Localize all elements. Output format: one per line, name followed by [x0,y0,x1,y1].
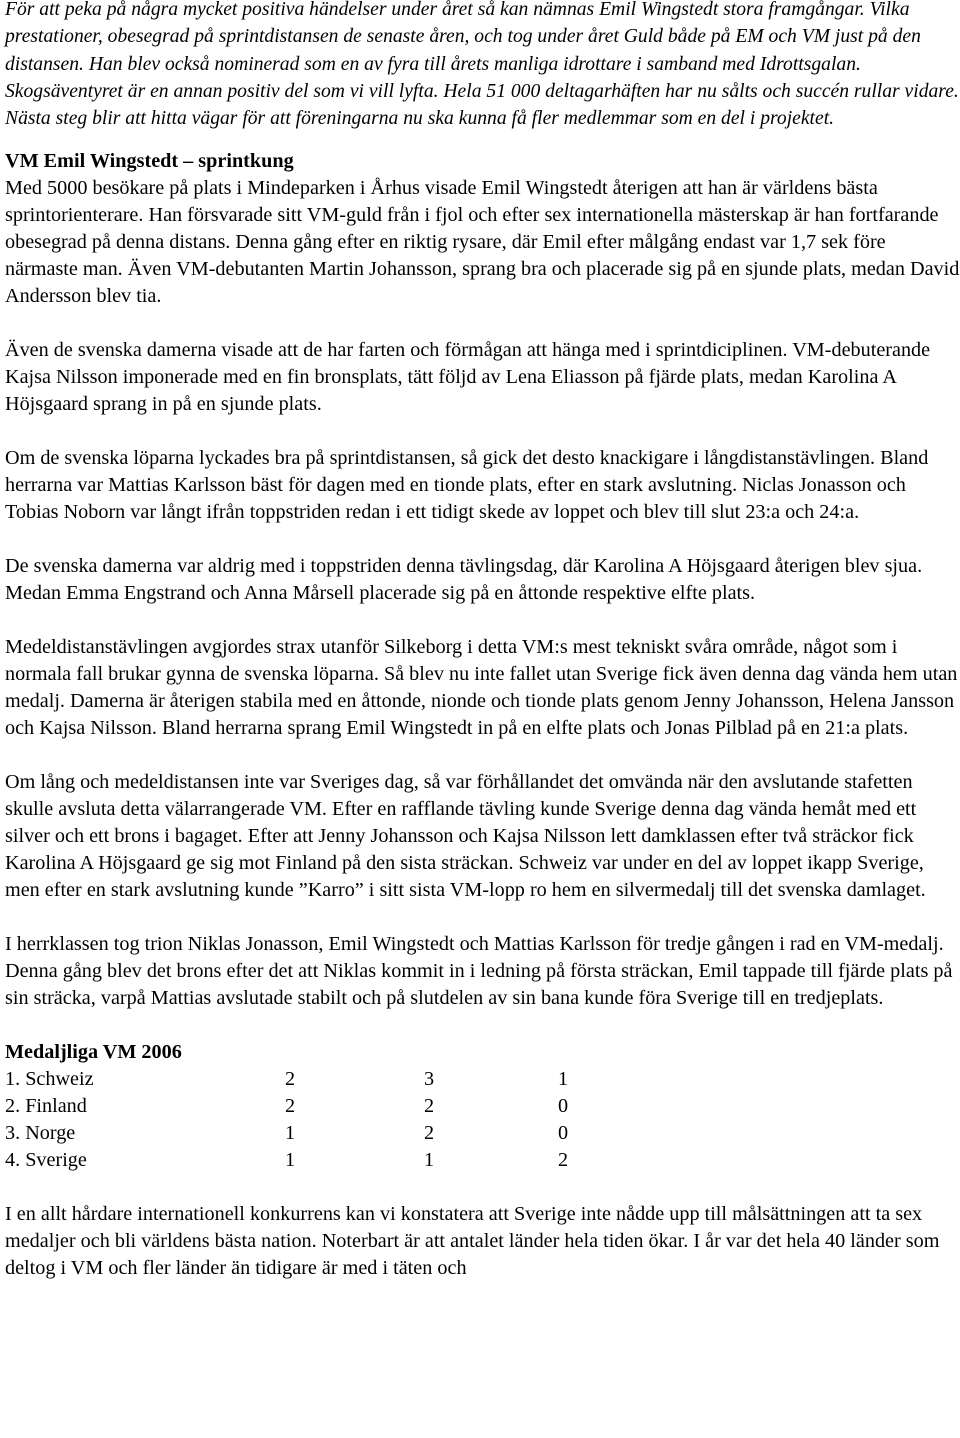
country-cell: 3. Norge [5,1122,76,1145]
table-row [5,1147,618,1174]
section-heading: VM Emil Wingstedt – sprintkung [5,150,294,173]
gold-cell: 1 [285,1149,296,1172]
paragraph-middle-distance: Medeldistanstävlingen avgjordes strax utanför Silkeborg i detta VM:s mest tekniskt svåra område, något som i normala fall brukar gynna de svenska löparna. Så blev nu inte fallet utan Sverige fick även denna dag vända hem utan medalj. Damerna är återigen stabila med en åttonde, nionde och tionde plats genom Jenny Johansson, Helena Jansson och Kajsa Nilsson. Bland herrarna sprang Emil Wingstedt in på en elfte plats och Jonas Pilblad på en 21:a plats. [5,636,958,740]
silver-cell: 2 [424,1095,435,1118]
country-cell: 2. Finland [5,1095,87,1118]
silver-cell: 2 [424,1122,435,1145]
intro-paragraph: För att peka på några mycket positiva händelser under året så kan nämnas Emil Wingstedt stora framgångar. Vilka prestationer, obesegrad på sprintdistansen de senaste åren, och tog under året Guld både på EM och VM just på den distansen. Han blev också nominerad som en av fyra till årets manliga idrottare i samband med Idrottsgalan. Skogsäventyret är en annan positiv del som vi vill lyfta. Hela 51 000 deltagarhäften har nu sålts och succén rullar vidare. Nästa steg blir att hitta vägar för att föreningarna nu ska kunna få fler medlemmar som en del i projektet. [5,0,959,130]
medal-table [5,1066,618,1174]
table-row [5,1066,618,1093]
country-cell: 4. Sverige [5,1149,87,1172]
gold-cell: 2 [285,1068,296,1091]
section-sprint [5,148,960,310]
paragraph-sprint-men: Med 5000 besökare på plats i Mindeparken i Århus visade Emil Wingstedt återigen att han är världens bästa sprintorienterare. Han försvarade sitt VM-guld från i fjol och efter sex internationella mästerskap är han fortfarande obesegrad på denna distans. Denna gång efter en riktig rysare, där Emil efter målgång endast var 1,7 sek före närmaste man. Även VM-debutanten Martin Johansson, sprang bra och placerade sig på en sjunde plats, medan David Andersson blev tia. [5,177,960,308]
gold-cell: 1 [285,1122,296,1145]
paragraph-relay-men: I herrklassen tog trion Niklas Jonasson, Emil Wingstedt och Mattias Karlsson för tredje gången i rad en VM-medalj. Denna gång blev det brons efter det att Niklas kommit in i ledning på första sträckan, Emil tappade till fjärde plats på sin sträcka, varpå Mattias avslutade stabilt och på slutdelen av sin bana kunde föra Sverige till en tredjeplats. [5,933,953,1010]
bronze-cell: 0 [558,1122,569,1145]
bronze-cell: 0 [558,1095,569,1118]
silver-cell: 3 [424,1068,435,1091]
table-row [5,1120,618,1147]
country-cell: 1. Schweiz [5,1068,94,1091]
paragraph-closing: I en allt hårdare internationell konkurrens kan vi konstatera att Sverige inte nådde upp till målsättningen att ta sex medaljer och bli världens bästa nation. Noterbart är att antalet länder hela tiden ökar. I år var det hela 40 länder som deltog i VM och fler länder än tidigare är med i täten och [5,1203,940,1280]
paragraph-relay-women: Om lång och medeldistansen inte var Sveriges dag, så var förhållandet det omvända när den avslutande stafetten skulle avsluta detta välarrangerade VM. Efter en rafflande tävling kunde Sverige denna dag vända hemåt med ett silver och ett brons i bagaget. Efter att Jenny Johansson och Kajsa Nilsson lett damklassen efter två sträckor fick Karolina A Höjsgaard ge sig mot Finland på den sista sträckan. Schweiz var under en del av loppet ikapp Sverige, men efter en stark avslutning kunde ”Karro” i sitt sista VM-lopp ro hem en silvermedalj till det svenska damlaget. [5,771,926,902]
silver-cell: 1 [424,1149,435,1172]
gold-cell: 2 [285,1095,296,1118]
paragraph-sprint-women: Även de svenska damerna visade att de har farten och förmågan att hänga med i sprintdiciplinen. VM-debuterande Kajsa Nilsson imponerade med en fin bronsplats, tätt följd av Lena Eliasson på fjärde plats, medan Karolina A Höjsgaard sprang in på en sjunde plats. [5,339,931,416]
bronze-cell: 2 [558,1149,569,1172]
paragraph-long-distance-women: De svenska damerna var aldrig med i toppstriden denna tävlingsdag, där Karolina A Höjsgaard återigen blev sjua. Medan Emma Engstrand och Anna Mårsell placerade sig på en åttonde respektive elfte plats. [5,555,923,605]
bronze-cell: 1 [558,1068,569,1091]
table-row [5,1093,618,1120]
medal-table-heading: Medaljliga VM 2006 [5,1041,182,1064]
medal-table-section [5,1039,960,1174]
paragraph-long-distance-men: Om de svenska löparna lyckades bra på sprintdistansen, så gick det desto knackigare i långdistanstävlingen. Bland herrarna var Mattias Karlsson bäst för dagen med en tionde plats, efter en stark avslutning. Niclas Jonasson och Tobias Noborn var långt ifrån toppstriden redan i ett tidigt skede av loppet och blev till slut 23:a och 24:a. [5,447,929,524]
